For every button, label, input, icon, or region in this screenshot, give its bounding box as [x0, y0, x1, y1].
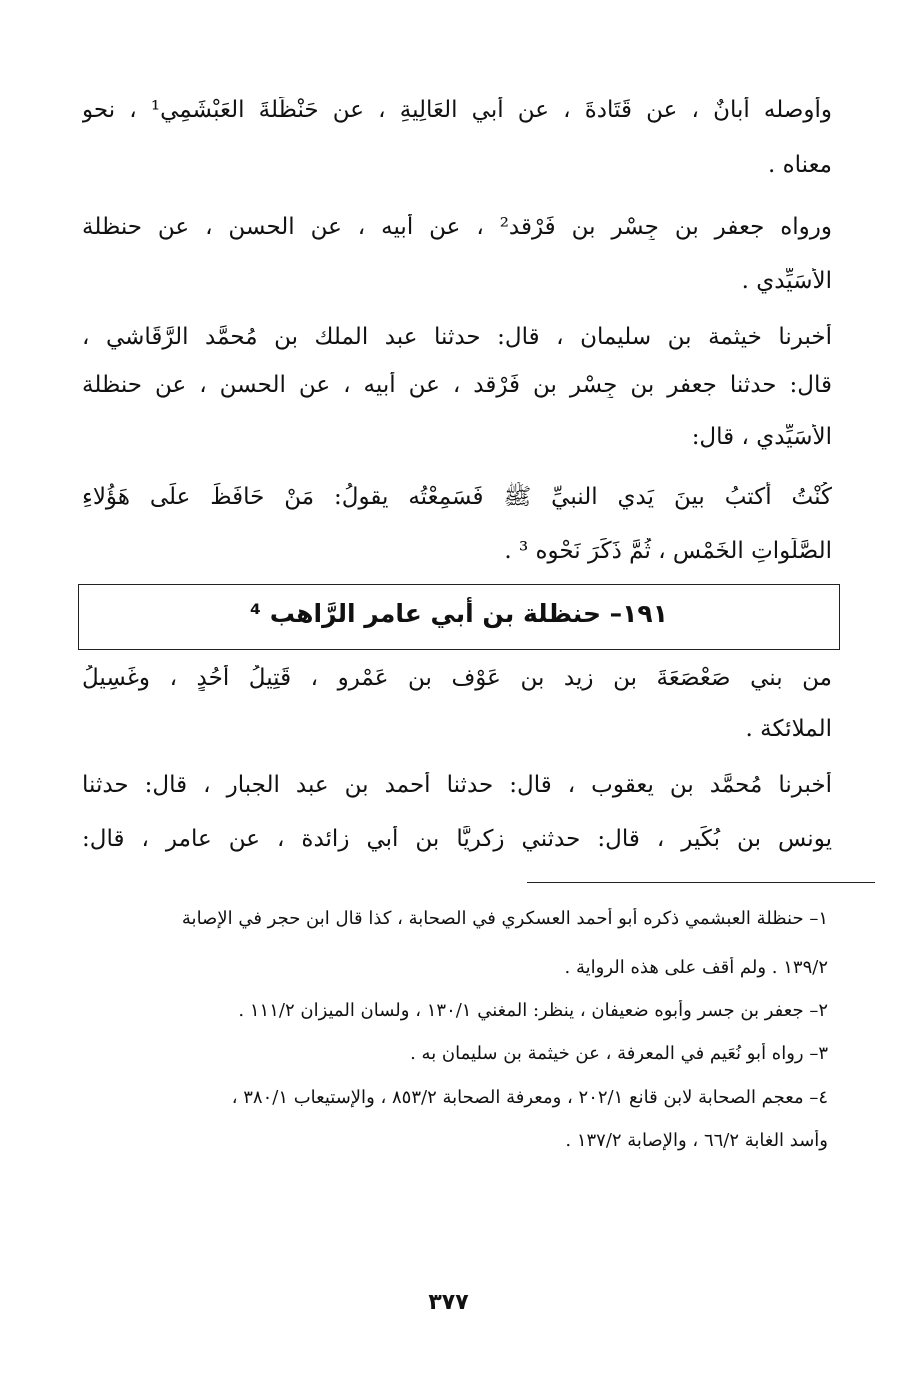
paragraph-line: من بني صَعْصَعَةَ بن زيد بن عَوْف بن عَمْرو ، قَتِيلُ أُحُدٍ ، وغَسِيلُ [82, 665, 832, 691]
paragraph-line: قال: حدثنا جعفر بن جِسْر بن فَرْقد ، عن أبيه ، عن الحسن ، عن حنظلة [82, 372, 832, 398]
footnote-separator [527, 882, 875, 883]
page-number: ٣٧٧ [428, 1290, 469, 1315]
footnote-4-line: وأُسد الغابة ٦٦/٢ ، والإصابة ١٣٧/٢ . [565, 1130, 828, 1151]
paragraph-line: معناه . [767, 152, 832, 178]
footnote-1-line: ١٣٩/٢ . ولم أقف على هذه الرواية . [564, 957, 828, 978]
section-heading: ١٩١– حنظلة بن أبي عامر الرَّاهب ⁴ [250, 599, 668, 628]
footnote-1-line: ١– حنظلة العبشمي ذكره أبو أحمد العسكري في الصحابة ، كذا قال ابن حجر في الإصابة [181, 908, 828, 929]
paragraph-line: أخبرنا خيثمة بن سليمان ، قال: حدثنا عبد الملك بن مُحمَّد الرَّقَاشي ، [82, 324, 832, 350]
paragraph-line: يونس بن بُكَير ، قال: حدثني زكريًّا بن أبي زائدة ، عن عامر ، قال: [82, 826, 832, 852]
hadith-line: الصَّلَواتِ الخَمْسِ ، ثُمَّ ذَكَرَ نَحْوه ³ . [504, 538, 832, 564]
paragraph-line: الأُسَيِّدي . [741, 268, 832, 294]
paragraph-line: الأُسَيِّدي ، قال: [691, 424, 832, 450]
hadith-line: كُنْتُ أكتبُ بينَ يَدي النبيِّ ﷺ فَسَمِعْتُه يقولُ: مَنْ حَافَظَ علَى هَؤُلاءِ [82, 484, 832, 510]
paragraph-line: الملائكة . [745, 716, 832, 742]
footnote-3: ٣– رواه أبو نُعَيم في المعرفة ، عن خيثمة بن سليمان به . [410, 1043, 828, 1064]
paragraph-line: وأوصله أبانٌ ، عن قَتَادةَ ، عن أبي العَالِيةِ ، عن حَنْظَلةَ العَبْشَمِي¹ ، نحو [82, 97, 832, 123]
paragraph-line: أخبرنا مُحمَّد بن يعقوب ، قال: حدثنا أحمد بن عبد الجبار ، قال: حدثنا [82, 772, 832, 798]
paragraph-line: ورواه جعفر بن جِسْر بن فَرْقد² ، عن أبيه ، عن الحسن ، عن حنظلة [82, 214, 832, 240]
section-heading-box [78, 584, 840, 650]
footnote-2: ٢– جعفر بن جسر وأبوه ضعيفان ، ينظر: المغني ١٣٠/١ ، ولسان الميزان ١١١/٢ . [238, 1000, 828, 1021]
footnote-4-line: ٤– معجم الصحابة لابن قانع ٢٠٢/١ ، ومعرفة الصحابة ٨٥٣/٢ ، والإستيعاب ٣٨٠/١ ، [231, 1087, 828, 1108]
